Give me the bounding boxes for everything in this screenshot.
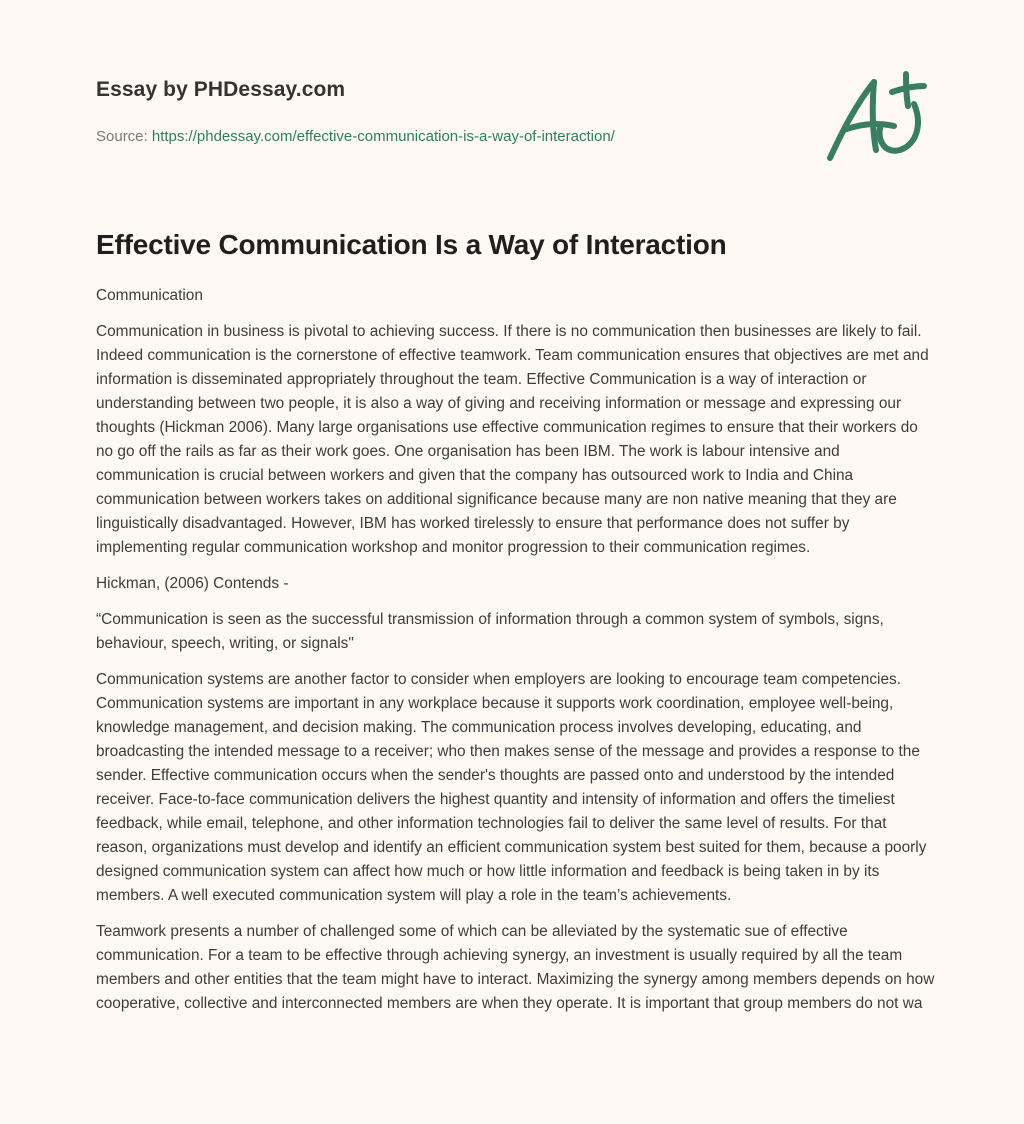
essay-citation-intro: Hickman, (2006) Contends - [96,575,289,592]
essay-paragraph: Teamwork presents a number of challenged some of which can be alleviated by the systematic sue of effective communication. For a team to be effective through achieving synergy, an investment is usually required by all the team members and other entities that the team might have to interact. Maximizing the synergy among members depends on how cooperative, collective and interconnected members are when they operate. It is important that group members do not wa [96,923,935,1012]
essay-title: Effective Communication Is a Way of Interaction [96,229,727,260]
essay-quote: “Communication is seen as the successful transmission of information through a common system of symbols, signs, behaviour, speech, writing, or signals" [96,611,884,652]
page-header [96,72,816,148]
brand-title: Essay by PHDessay.com [96,78,346,101]
essay-subject: Communication [96,287,203,304]
source-label: Source: [96,128,148,145]
essay-body [96,284,938,1028]
a-plus-grade-icon [818,66,930,166]
source-line [96,126,816,148]
source-link[interactable]: https://phdessay.com/effective-communication-is-a-way-of-interaction/ [151,128,615,145]
essay-paragraph: Communication in business is pivotal to achieving success. If there is no communication then businesses are likely to fail. Indeed communication is the cornerstone of effective teamwork. Team communication ensures that objectives are met and information is disseminated appropriately throughout the team. Effective Communication is a way of interaction or understanding between two people, it is also a way of giving and receiving information or message and expressing our thoughts (Hickman 2006). Many large organisations use effective communication regimes to ensure that their workers do no go off the rails as far as their work goes. One organisation has been IBM. The work is labour intensive and communication is crucial between workers and given that the company has outsourced work to India and China communication between workers takes on additional significance because many are non native meaning that they are linguistically disadvantaged. However, IBM has worked tirelessly to ensure that performance does not suffer by implementing regular communication workshop and monitor progression to their communication regimes. [96,323,929,556]
essay-paragraph: Communication systems are another factor to consider when employers are looking to encourage team competencies. Communication systems are important in any workplace because it supports work coordination, employee well-being, knowledge management, and decision making. The communication process involves developing, educating, and broadcasting the intended message to a receiver; who then makes sense of the message and provides a response to the sender. Effective communication occurs when the sender's thoughts are passed onto and understood by the intended receiver. Face-to-face communication delivers the highest quantity and intensity of information and offers the timeliest feedback, while email, telephone, and other information technologies fail to deliver the same level of results. For that reason, organizations must develop and identify an efficient communication system best suited for them, because a poorly designed communication system can affect how much or how little information and feedback is being taken in by its members. A well executed communication system will play a role in the team’s achievements. [96,671,927,904]
